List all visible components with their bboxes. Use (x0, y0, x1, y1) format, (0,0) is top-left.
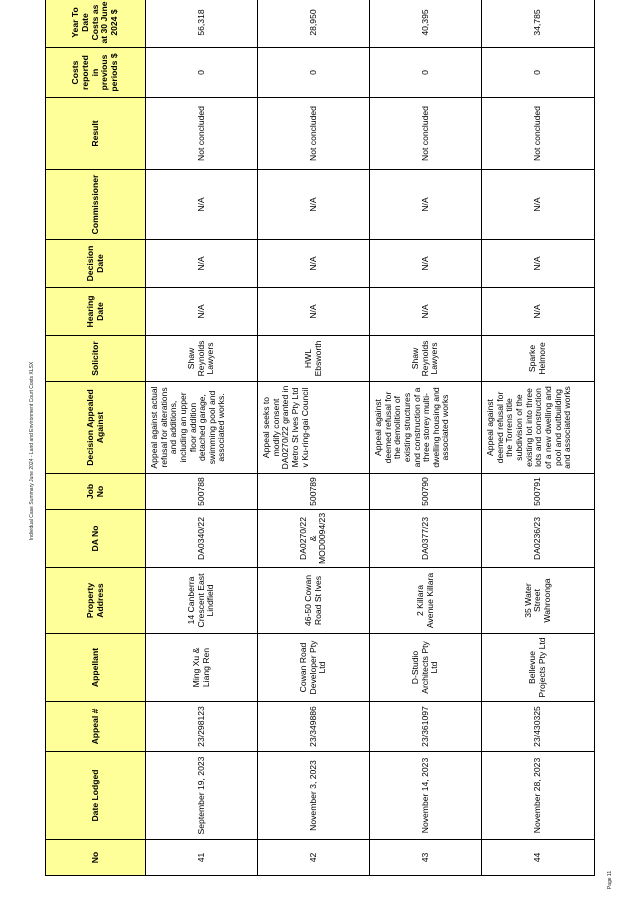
header-date-lodged: Date Lodged (46, 752, 146, 840)
cell-decision-appealed: Appeal against deemed refusal for the demolition of existing structures and construction of a three storey multi-dwelling housing and associated works (370, 382, 482, 474)
cell-job-no: 500791 (482, 474, 595, 510)
cell-result: Not concluded (370, 98, 482, 170)
table-row (146, 0, 258, 876)
costs-table (45, 0, 595, 876)
header-decision-appealed: Decision Appealed Against (46, 382, 146, 474)
cell-appellant: Bellevue Projects Pty Ltd (482, 634, 595, 702)
header-row (46, 0, 146, 876)
cell-costs-previous: 0 (482, 48, 595, 98)
cell-decision-appealed: Appeal seeks to modify consent DA0270/22 granted in Metro St Ives Pty Ltd v Ku-ring-gai Council (258, 382, 370, 474)
header-ytd-costs: Year To Date Costs as at 30 June 2024 $ (46, 0, 146, 48)
cell-da-no: DA0377/23 (370, 510, 482, 568)
costs-table-wrapper (45, 1, 595, 876)
cell-date-lodged: September 19, 2023 (146, 752, 258, 840)
header-hearing-date: Hearing Date (46, 288, 146, 336)
header-no: No (46, 840, 146, 876)
header-costs-previous: Costs reported in previous periods $ (46, 48, 146, 98)
cell-decision-date: N/A (370, 240, 482, 288)
cell-commissioner: N/A (258, 170, 370, 240)
cell-date-lodged: November 3, 2023 (258, 752, 370, 840)
cell-ytd-costs: 56,318 (146, 0, 258, 48)
cell-decision-appealed: Appeal against deemed refusal for the Torrens title subdivision of the existing lot into three lots and construction of a new dwelling and pool and outbuilding and associated works (482, 382, 595, 474)
cell-da-no: DA0270/22 & MOD0094/23 (258, 510, 370, 568)
table-row (482, 0, 595, 876)
cell-appeal-number: 23/349886 (258, 702, 370, 752)
cell-date-lodged: November 14, 2023 (370, 752, 482, 840)
header-job-no: Job No (46, 474, 146, 510)
cell-hearing-date: N/A (482, 288, 595, 336)
cell-appeal-number: 23/361097 (370, 702, 482, 752)
cell-solicitor: Shaw Reynolds Lawyers (146, 336, 258, 382)
table-row (258, 0, 370, 876)
cell-appeal-number: 23/430325 (482, 702, 595, 752)
cell-ytd-costs: 28,950 (258, 0, 370, 48)
header-appeal-number: Appeal # (46, 702, 146, 752)
header-commissioner: Commissioner (46, 170, 146, 240)
cell-hearing-date: N/A (146, 288, 258, 336)
cell-costs-previous: 0 (258, 48, 370, 98)
cell-solicitor: Shaw Reynolds Lawyers (370, 336, 482, 382)
cell-decision-date: N/A (258, 240, 370, 288)
cell-date-lodged: November 28, 2023 (482, 752, 595, 840)
cell-hearing-date: N/A (370, 288, 482, 336)
page-number: Page 11 (607, 870, 613, 890)
cell-property-address: 46-50 Cowan Road St Ives (258, 568, 370, 634)
cell-result: Not concluded (482, 98, 595, 170)
cell-decision-date: N/A (482, 240, 595, 288)
document-side-title: Individual Case Summary June 2024 - Land and Environment Court Costs XLSX (29, 361, 35, 541)
cell-costs-previous: 0 (146, 48, 258, 98)
header-decision-date: Decision Date (46, 240, 146, 288)
cell-property-address: 35 Water Street Wahroonga (482, 568, 595, 634)
cell-result: Not concluded (258, 98, 370, 170)
cell-solicitor: Sparke Helmore (482, 336, 595, 382)
cell-decision-date: N/A (146, 240, 258, 288)
cell-job-no: 500788 (146, 474, 258, 510)
cell-job-no: 500789 (258, 474, 370, 510)
cell-job-no: 500790 (370, 474, 482, 510)
table-row (370, 0, 482, 876)
cell-appellant: D-Studio Architects Pty Ltd (370, 634, 482, 702)
cell-commissioner: N/A (482, 170, 595, 240)
cell-hearing-date: N/A (258, 288, 370, 336)
cell-property-address: 2 Killara Avenue Killara (370, 568, 482, 634)
cell-da-no: DA0236/23 (482, 510, 595, 568)
header-property-address: Property Address (46, 568, 146, 634)
cell-appellant: Ming Xu & Liang Ren (146, 634, 258, 702)
cell-commissioner: N/A (146, 170, 258, 240)
cell-result: Not concluded (146, 98, 258, 170)
cell-no: 42 (258, 840, 370, 876)
cell-no: 41 (146, 840, 258, 876)
cell-da-no: DA0340/22 (146, 510, 258, 568)
cell-appellant: Cowan Road Developer Pty Ltd (258, 634, 370, 702)
cell-no: 44 (482, 840, 595, 876)
cell-solicitor: HWL Ebsworth (258, 336, 370, 382)
cell-commissioner: N/A (370, 170, 482, 240)
header-result: Result (46, 98, 146, 170)
cell-appeal-number: 23/298123 (146, 702, 258, 752)
cell-decision-appealed: Appeal against actual refusal for alterations and additions, including an upper floor addition detached garage, swimming pool and associated works. (146, 382, 258, 474)
cell-ytd-costs: 34,785 (482, 0, 595, 48)
header-da-no: DA No (46, 510, 146, 568)
cell-no: 43 (370, 840, 482, 876)
header-appellant: Appellant (46, 634, 146, 702)
cell-ytd-costs: 40,395 (370, 0, 482, 48)
cell-property-address: 14 Canberra Crescent East Lindfield (146, 568, 258, 634)
header-solicitor: Solicitor (46, 336, 146, 382)
cell-costs-previous: 0 (370, 48, 482, 98)
